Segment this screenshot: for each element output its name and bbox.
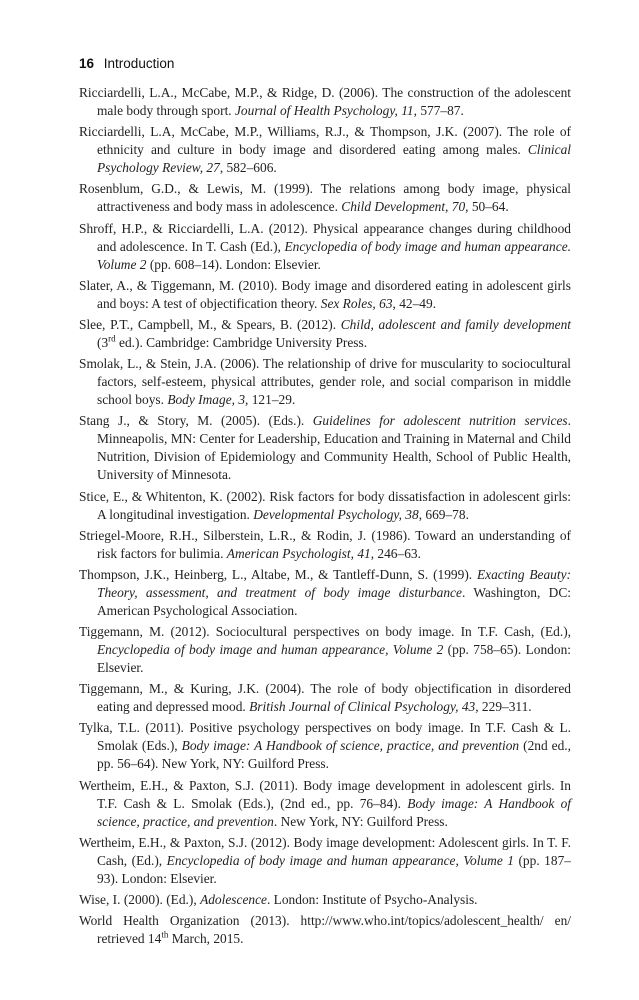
italic-title: Encyclopedia of body image and human appearance, Volume 1 bbox=[166, 852, 514, 868]
reference-text: , 582–606. bbox=[219, 160, 277, 176]
running-header bbox=[79, 56, 174, 71]
page-number: 16 bbox=[79, 56, 95, 71]
italic-title: Encyclopedia of body image and human appearance. Volume 2 bbox=[97, 238, 571, 272]
reference-text: , 577–87. bbox=[413, 103, 464, 118]
reference-text: , 121–29. bbox=[245, 392, 296, 408]
reference-entry bbox=[79, 84, 571, 120]
reference-text: , 669–78. bbox=[418, 506, 469, 522]
italic-title: Adolescence bbox=[200, 892, 267, 907]
reference-entry bbox=[79, 316, 571, 352]
italic-title: American Psychologist, 41 bbox=[226, 545, 371, 561]
reference-text: Rosenblum, G.D., & Lewis, M. (1999). The relations among body image, physical attractiveness and body mass in adolescence. bbox=[79, 181, 571, 215]
reference-list bbox=[79, 84, 571, 951]
reference-text: March, 2015. bbox=[168, 931, 244, 947]
italic-title: Developmental Psychology, 38 bbox=[253, 506, 419, 522]
reference-text: (3 bbox=[97, 334, 109, 350]
reference-text: Slater, A., & Tiggemann, M. (2010). Body image and disordered eating in adolescent girls and boys: A test of objectification theory. bbox=[79, 277, 571, 311]
italic-title: Body image: A Handbook of science, practice, and prevention bbox=[97, 795, 571, 829]
reference-text: Thompson, J.K., Heinberg, L., Altabe, M., & Tantleff-Dunn, S. (1999). bbox=[79, 566, 477, 582]
reference-text: , 50–64. bbox=[465, 199, 509, 215]
italic-title: Body Image, 3 bbox=[167, 392, 246, 408]
reference-entry bbox=[79, 527, 571, 563]
reference-entry bbox=[79, 912, 571, 948]
reference-text: Tiggemann, M., & Kuring, J.K. (2004). The role of body objectification in disordered eating and depressed mood. bbox=[79, 681, 571, 715]
superscript: rd bbox=[108, 333, 116, 344]
reference-text: . New York, NY: Guilford Press. bbox=[273, 813, 448, 829]
reference-text: (2nd ed., pp. 56–64). New York, NY: Guilford Press. bbox=[97, 738, 572, 772]
reference-text: . Minneapolis, MN: Center for Leadership, Education and Training in Maternal and Child Nutrition, Division of Epidemiology and Community Health, School of Public Health, University of Minnesota. bbox=[97, 413, 571, 483]
section-title: Introduction bbox=[103, 56, 175, 71]
reference-entry bbox=[79, 719, 571, 773]
reference-text: Smolak, L., & Stein, J.A. (2006). The relationship of drive for muscularity to sociocultural factors, self-esteem, physical attributes, gender role, and social comparison in middle school boys. bbox=[79, 356, 571, 408]
italic-title: Encyclopedia of body image and human appearance, Volume 2 bbox=[97, 642, 444, 658]
reference-text: Wertheim, E.H., & Paxton, S.J. (2011). Body image development in adolescent girls. In T.F. Cash & L. Smolak (Eds.), (2nd ed., pp. 76–84). bbox=[79, 777, 571, 811]
reference-entry bbox=[79, 891, 571, 909]
reference-text: Tylka, T.L. (2011). Positive psychology perspectives on body image. In T.F. Cash & L. Smolak (Eds.), bbox=[79, 720, 571, 754]
italic-title: Body image: A Handbook of science, practice, and prevention bbox=[181, 738, 520, 754]
reference-entry bbox=[79, 566, 571, 620]
reference-entry bbox=[79, 680, 571, 716]
reference-text: Ricciardelli, L.A., McCabe, M.P., & Ridge, D. (2006). The construction of the adolescent male body through sport. bbox=[79, 85, 571, 118]
italic-title: Journal of Health Psychology, 11 bbox=[234, 103, 414, 118]
superscript: th bbox=[161, 929, 169, 940]
italic-title: Exacting Beauty: Theory, assessment, and treatment of body image disturbance bbox=[97, 566, 571, 600]
reference-entry bbox=[79, 355, 571, 409]
reference-text: Stang J., & Story, M. (2005). (Eds.). bbox=[79, 413, 313, 429]
reference-entry bbox=[79, 777, 571, 831]
reference-entry bbox=[79, 623, 571, 677]
reference-text: , 229–311. bbox=[475, 699, 532, 715]
italic-title: Clinical Psychology Review, 27 bbox=[97, 142, 571, 176]
italic-title: Child, adolescent and family development bbox=[340, 316, 571, 332]
reference-text: Tiggemann, M. (2012). Sociocultural perspectives on body image. In T.F. Cash, (Ed.), bbox=[79, 624, 571, 640]
reference-text: (pp. 758–65). London: Elsevier. bbox=[97, 642, 571, 676]
italic-title: Sex Roles, 63 bbox=[320, 295, 393, 311]
reference-text: Striegel-Moore, R.H., Silberstein, L.R., & Rodin, J. (1986). Toward an understanding of risk factors for bulimia. bbox=[79, 527, 571, 561]
reference-text: (pp. 608–14). London: Elsevier. bbox=[146, 256, 321, 272]
italic-title: Child Development, 70 bbox=[341, 199, 466, 215]
reference-entry bbox=[79, 488, 571, 524]
reference-text: Slee, P.T., Campbell, M., & Spears, B. (2012). bbox=[79, 316, 341, 332]
reference-entry bbox=[79, 277, 571, 313]
reference-text: Shroff, H.P., & Ricciardelli, L.A. (2012). Physical appearance changes during childhood and adolescence. In T. Cash (Ed.), bbox=[79, 220, 571, 254]
italic-title: British Journal of Clinical Psychology, 43 bbox=[249, 699, 476, 715]
reference-text: ed.). Cambridge: Cambridge University Press. bbox=[115, 334, 368, 350]
reference-entry bbox=[79, 180, 571, 216]
reference-text: Wise, I. (2000). (Ed.), bbox=[79, 892, 201, 907]
reference-entry bbox=[79, 220, 571, 274]
reference-text: , 42–49. bbox=[392, 295, 437, 311]
reference-text: . Washington, DC: American Psychological Association. bbox=[97, 584, 571, 618]
reference-text: Ricciardelli, L.A, McCabe, M.P., Williams, R.J., & Thompson, J.K. (2007). The role of ethnicity and culture in body image and disordered eating among males. bbox=[79, 124, 571, 158]
reference-entry bbox=[79, 834, 571, 888]
reference-entry bbox=[79, 123, 571, 177]
italic-title: Guidelines for adolescent nutrition services bbox=[312, 413, 568, 429]
reference-text: , 246–63. bbox=[370, 545, 421, 561]
reference-text: Stice, E., & Whitenton, K. (2002). Risk factors for body dissatisfaction in adolescent girls: A longitudinal investigation. bbox=[79, 488, 571, 522]
reference-text: . London: Institute of Psycho-Analysis. bbox=[266, 892, 478, 907]
reference-text: (pp. 187–93). London: Elsevier. bbox=[97, 852, 571, 886]
reference-entry bbox=[79, 412, 571, 484]
reference-text: Wertheim, E.H., & Paxton, S.J. (2012). Body image development: Adolescent girls. In T. F. Cash, (Ed.), bbox=[79, 834, 571, 868]
reference-text: World Health Organization (2013). http://www.who.int/topics/adolescent_health/ en/ retrieved 14 bbox=[79, 913, 571, 947]
